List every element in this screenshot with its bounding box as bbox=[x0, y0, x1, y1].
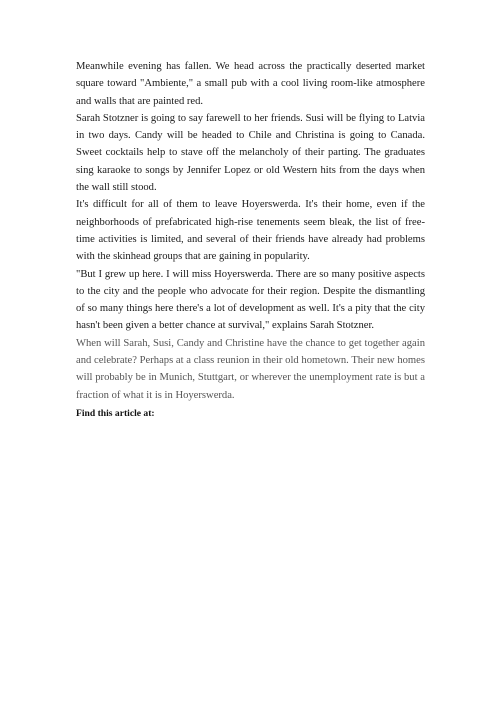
article-body bbox=[76, 58, 425, 422]
paragraph-leaving: It's difficult for all of them to leave Hoyerswerda. It's their home, even if the neighborhoods of prefabricated high-rise tenements seem bleak, the list of free-time activities is limited, and several of their friends have already had problems with the skinhead groups that are gaining in popularity. bbox=[76, 199, 425, 263]
paragraph-evening: Meanwhile evening has fallen. We head across the practically deserted market square toward "Ambiente," a small pub with a cool living room-like atmosphere and walls that are painted red. bbox=[76, 61, 425, 107]
paragraph-farewell: Sarah Stotzner is going to say farewell to her friends. Susi will be flying to Latvia in two days. Candy will be headed to Chile and Christina is going to Canada. Sweet cocktails help to stave off the melancholy of their parting. The graduates sing karaoke to songs by Jennifer Lopez or old Western hits from the days when the wall still stood. bbox=[76, 112, 425, 194]
paragraph-quote: "But I grew up here. I will miss Hoyerswerda. There are so many positive aspects to the city and the people who advocate for their region. Despite the dismantling of so many things here there's a lot of development as well. It's a pity that the city hasn't been given a better chance at survival," explains Sarah Stotzner. bbox=[76, 268, 425, 332]
paragraph-reunion: When will Sarah, Susi, Candy and Christine have the chance to get together again and celebrate? Perhaps at a class reunion in their old hometown. Their new homes will probably be in Munich, Stuttgart, or wherever the unemployment rate is but a fraction of what it is in Hoyerswerda. bbox=[76, 337, 425, 401]
find-article-label: Find this article at: bbox=[76, 407, 155, 419]
